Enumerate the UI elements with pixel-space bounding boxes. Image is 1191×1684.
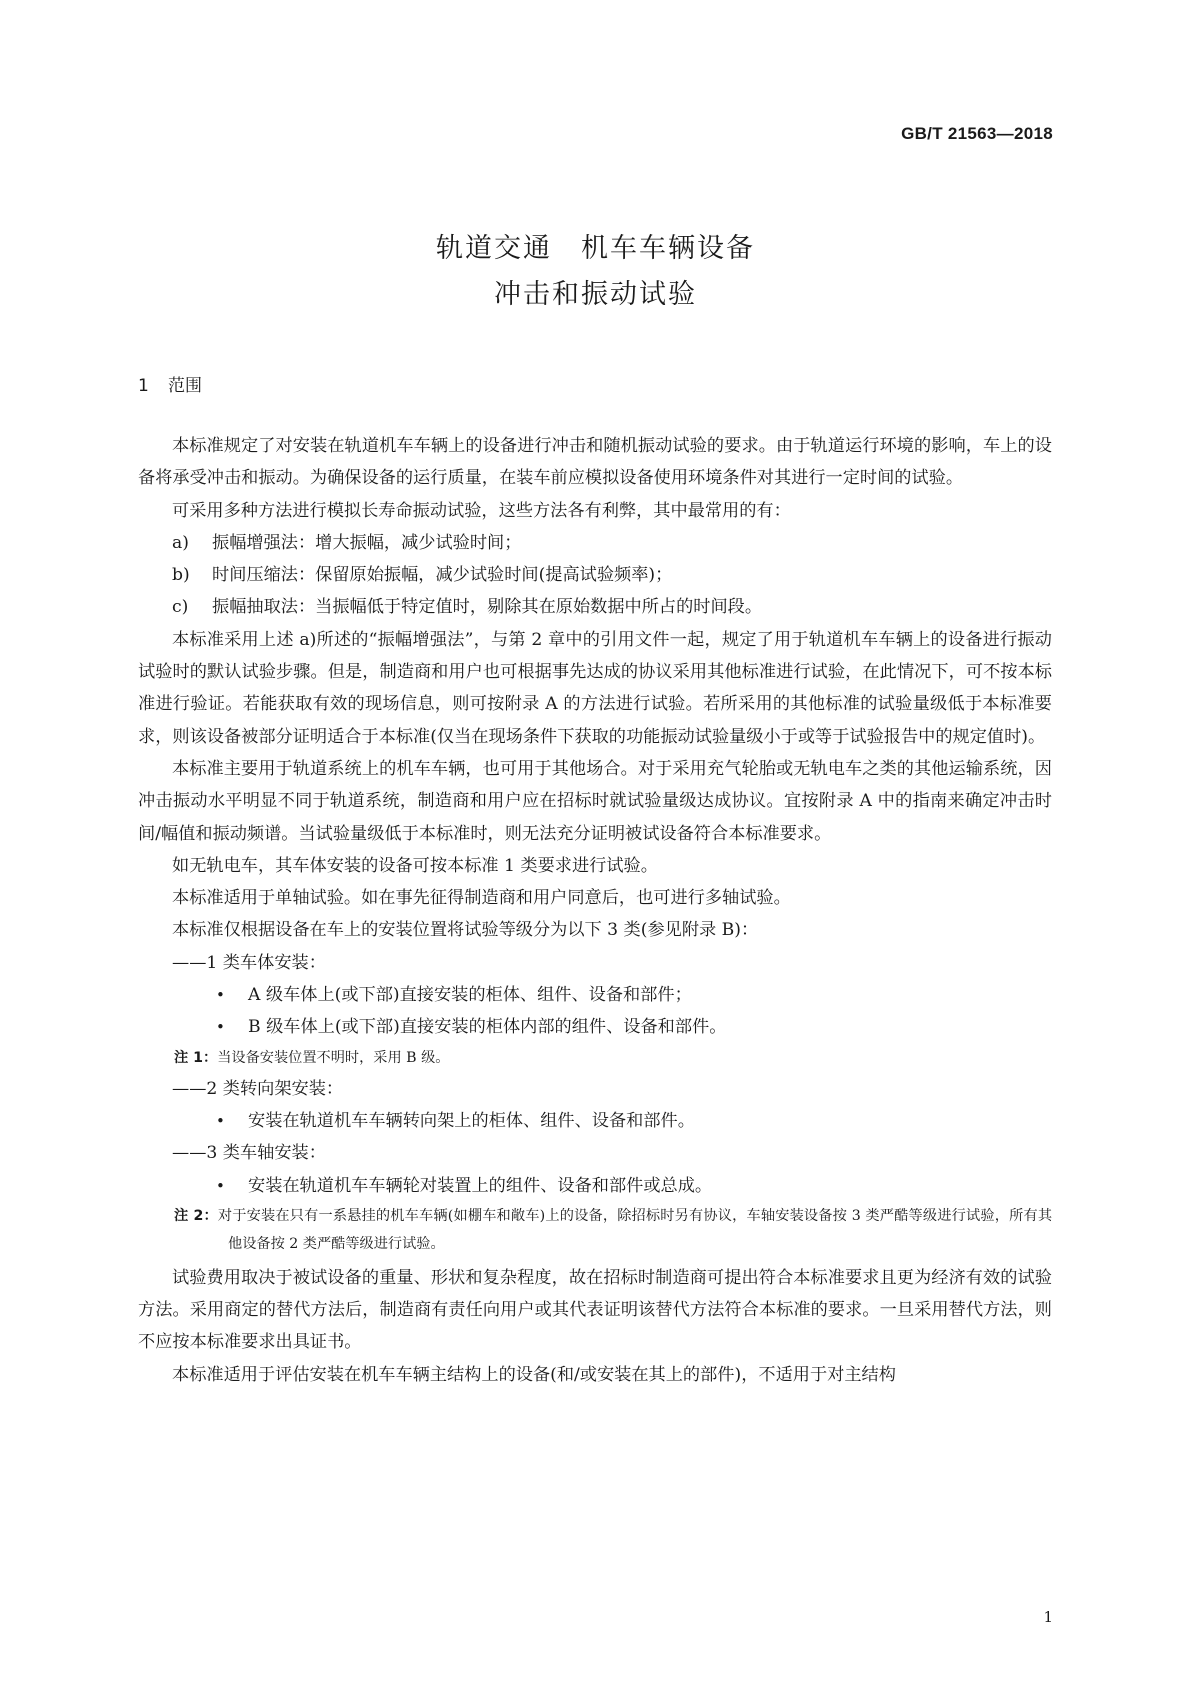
bullet-item — [138, 1105, 1052, 1137]
note-1-label: 注 1： — [174, 1049, 218, 1066]
category-3-heading: ——3 类车轴安装： — [172, 1143, 326, 1164]
bullet-icon: • — [216, 1018, 225, 1037]
section-heading — [138, 371, 202, 396]
list-item-a — [138, 527, 1052, 559]
paragraph-intro: 本标准规定了对安装在轨道机车车辆上的设备进行冲击和随机振动试验的要求。由于轨道运行环境的影响，车上的设备将承受冲击和振动。为确保设备的运行质量，在装车前应模拟设备使用环境条件对其进行一定时间的试验。 — [138, 436, 1052, 489]
bullet-icon: • — [216, 986, 225, 1005]
section-title: 范围 — [168, 376, 202, 396]
list-item-c — [138, 591, 1052, 623]
paragraph-scope-structure: 本标准适用于评估安装在机车车辆主结构上的设备(和/或安装在其上的部件)，不适用于对主结构 — [172, 1364, 896, 1385]
paragraph-default-procedure: 本标准采用上述 a)所述的“振幅增强法”，与第 2 章中的引用文件一起，规定了用于轨道机车车辆上的设备进行振动试验时的默认试验步骤。但是，制造商和用户也可根据事先达成的协议采用其他标准进行试验，在此情况下，可不按本标准进行验证。若能获取有效的现场信息，则可按附录 A 的方法进行试验。若所采用的其他标准的试验量级低于本标准要求，则该设备被部分证明适合于本标准(仅当在现场条件下获取的功能振动试验量级小于或等于试验报告中的规定值时)。 — [138, 629, 1052, 747]
paragraph-trolleybus: 如无轨电车，其车体安装的设备可按本标准 1 类要求进行试验。 — [172, 855, 658, 876]
list-marker-b: b) — [172, 565, 190, 586]
page-number: 1 — [1043, 1608, 1053, 1626]
paragraph-single-axis: 本标准适用于单轴试验。如在事先征得制造商和用户同意后，也可进行多轴试验。 — [172, 888, 791, 909]
list-text-a: 振幅增强法：增大振幅，减少试验时间； — [212, 532, 522, 553]
paragraph-methods: 可采用多种方法进行模拟长寿命振动试验，这些方法各有利弊，其中最常用的有： — [172, 500, 791, 521]
bullet-item — [138, 979, 1052, 1011]
list-item-b — [138, 559, 1052, 591]
list-text-b: 时间压缩法：保留原始振幅，减少试验时间(提高试验频率)； — [212, 565, 673, 586]
standard-number: GB/T 21563—2018 — [901, 124, 1053, 143]
bullet-text-cat3: 安装在轨道机车车辆轮对装置上的组件、设备和部件或总成。 — [248, 1175, 713, 1196]
note-1-text: 当设备安装位置不明时，采用 B 级。 — [217, 1049, 450, 1066]
list-marker-c: c) — [172, 597, 189, 618]
note-2-label: 注 2： — [174, 1207, 218, 1224]
bullet-item — [138, 1011, 1052, 1043]
bullet-text-cat2: 安装在轨道机车车辆转向架上的柜体、组件、设备和部件。 — [248, 1110, 695, 1131]
document-title-line2: 冲击和振动试验 — [494, 279, 697, 310]
note-1 — [138, 1044, 1052, 1073]
category-2-heading: ——2 类转向架安装： — [172, 1078, 344, 1099]
note-2-text: 对于安装在只有一系悬挂的机车车辆(如棚车和敞车)上的设备，除招标时另有协议，车轴安装设备按 3 类严酷等级进行试验，所有其他设备按 2 类严酷等级进行试验。 — [217, 1207, 1053, 1252]
list-marker-a: a) — [172, 532, 189, 553]
bullet-icon: • — [216, 1176, 225, 1195]
section-number: 1 — [138, 376, 149, 396]
bullet-text-cat1-b: B 级车体上(或下部)直接安装的柜体内部的组件、设备和部件。 — [248, 1017, 727, 1038]
bullet-text-cat1-a: A 级车体上(或下部)直接安装的柜体、组件、设备和部件； — [248, 985, 692, 1006]
bullet-icon: • — [216, 1111, 225, 1130]
note-2 — [138, 1202, 1052, 1258]
bullet-item — [138, 1170, 1052, 1202]
category-1-heading: ——1 类车体安装： — [172, 952, 326, 973]
document-body — [138, 430, 1052, 1391]
paragraph-application: 本标准主要用于轨道系统上的机车车辆，也可用于其他场合。对于采用充气轮胎或无轨电车之类的其他运输系统，因冲击振动水平明显不同于轨道系统，制造商和用户应在招标时就试验量级达成协议。宜按附录 A 中的指南来确定冲击时间/幅值和振动频谱。当试验量级低于本标准时，则无法充分证明被试设备符合本标准要求。 — [138, 758, 1052, 844]
list-text-c: 振幅抽取法：当振幅低于特定值时，剔除其在原始数据中所占的时间段。 — [212, 597, 763, 618]
paragraph-test-cost: 试验费用取决于被试设备的重量、形状和复杂程度，故在招标时制造商可提出符合本标准要求且更为经济有效的试验方法。采用商定的替代方法后，制造商有责任向用户或其代表证明该替代方法符合本标准的要求。一旦采用替代方法，则不应按本标准要求出具证书。 — [138, 1267, 1052, 1353]
paragraph-categories: 本标准仅根据设备在车上的安装位置将试验等级分为以下 3 类(参见附录 B)： — [172, 920, 759, 941]
document-title-line1: 轨道交通 机车车辆设备 — [436, 233, 755, 264]
